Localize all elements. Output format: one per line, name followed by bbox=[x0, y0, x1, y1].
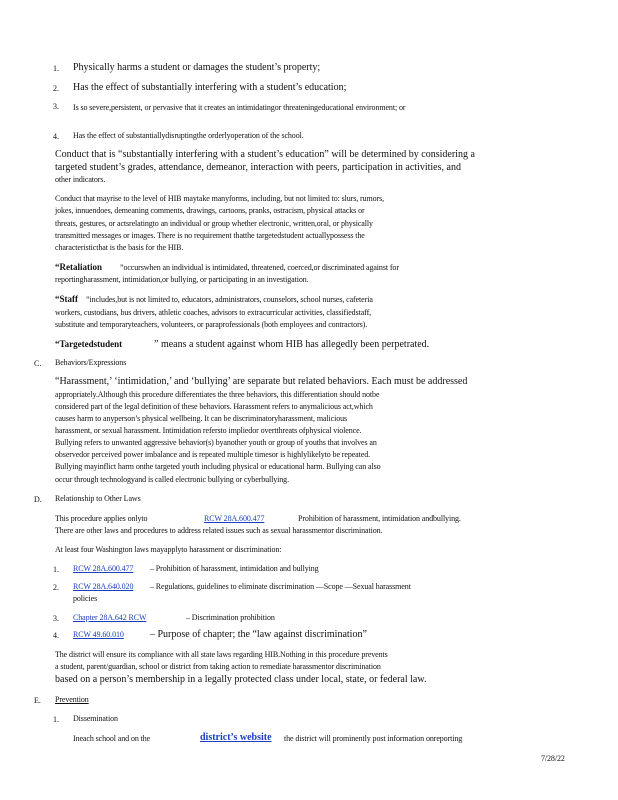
section-letter: E. bbox=[34, 696, 41, 705]
paragraph-line: Bullying refers to unwanted aggressive behavior(s) byanother youth or group of youths that involves an bbox=[55, 438, 377, 447]
paragraph-line: a student, parent/guardian, school or district from taking action to remediate harassmentor discrimination bbox=[55, 662, 381, 671]
paragraph-line: “Harassment,’ ‘intimidation,’ and ‘bullying’ are separate but related behaviors. Each must be addressed bbox=[55, 376, 468, 387]
item-number: 2. bbox=[53, 84, 59, 93]
definition-line: ”includes,but is not limited to, educators, administrators, counselors, school nurses, cafeteria bbox=[86, 295, 373, 304]
paragraph-line: other indicators. bbox=[55, 175, 106, 184]
term-retaliation: “Retaliation bbox=[55, 262, 102, 272]
paragraph-line: targeted student’s grades, attendance, demeanor, interaction with peers, participation in activities, and bbox=[55, 162, 461, 173]
law-description: – Discrimination prohibition bbox=[186, 613, 275, 622]
section-heading: Prevention bbox=[55, 695, 89, 704]
paragraph-line: Conduct that is “substantially interfering with a student’s education” will be determined by considering a bbox=[55, 149, 475, 160]
footer-date: 7/28/22 bbox=[541, 754, 565, 763]
definition-line: workers, custodians, bus drivers, athletic coaches, advisors to extracurricular activities, classifiedstaff, bbox=[55, 308, 372, 317]
paragraph-line: At least four Washington laws mayapplyto harassment or discrimination: bbox=[55, 545, 282, 554]
paragraph-line: occur through technologyand is called electronic bullying or cyberbullying. bbox=[55, 475, 289, 484]
paragraph-line: Ineach school and on the bbox=[73, 734, 151, 743]
law-description: – Purpose of chapter; the “law against discrimination” bbox=[150, 629, 367, 640]
paragraph-line: considered part of the legal definition of these behaviors. Harassment refers to anymalicious act,which bbox=[55, 402, 373, 411]
definition-line: substitute and temporaryteachers, volunteers, or paraprofessionals (both employees and contractors). bbox=[55, 320, 368, 329]
law-link[interactable]: RCW 28A.600.477 bbox=[73, 564, 134, 573]
paragraph-line: Prohibition of harassment, intimidation andbullying. bbox=[298, 514, 461, 523]
list-item: Has the effect of substantially interfering with a student’s education; bbox=[73, 82, 347, 93]
paragraph-line: appropriately.Although this procedure differentiates the three behaviors, this differentiation should notbe bbox=[55, 390, 380, 399]
term-staff: “Staff bbox=[55, 294, 78, 304]
rcw-28a-600-477-link[interactable]: RCW 28A.600.477 bbox=[204, 514, 265, 523]
definition-line: ”occurswhen an individual is intimidated, threatened, coerced,or discriminated against for bbox=[120, 263, 399, 272]
paragraph-line: causes harm to anyperson’s physical wellbeing. It can be discriminatoryharassment, malicious bbox=[55, 414, 348, 423]
paragraph-line: jokes, innuendoes, demeaning comments, drawings, cartoons, pranks, ostracism, physical attacks or bbox=[55, 206, 365, 215]
item-number: 1. bbox=[53, 715, 59, 724]
law-description: – Regulations, guidelines to eliminate discrimination —Scope —Sexual harassment bbox=[150, 582, 411, 591]
item-number: 2. bbox=[53, 583, 59, 592]
list-item: Is so severe,persistent, or pervasive that it creates an intimidatingor threateningeducational environment; or bbox=[73, 103, 406, 112]
law-link[interactable]: Chapter 28A.642 RCW bbox=[73, 613, 147, 622]
item-number: 3. bbox=[53, 102, 59, 111]
item-number: 1. bbox=[53, 565, 59, 574]
term-targeted-student: “Targetedstudent bbox=[55, 339, 123, 349]
item-number: 3. bbox=[53, 614, 59, 623]
paragraph-line: transmitted messages or images. There is no requirement thatthe targetedstudent actuallypossess the bbox=[55, 231, 365, 240]
law-link[interactable]: RCW 49.60.010 bbox=[73, 630, 124, 639]
paragraph-line: characteristicthat is the basis for the HIB. bbox=[55, 243, 184, 252]
paragraph-line: the district will prominently post information onreporting bbox=[284, 734, 463, 743]
law-link[interactable]: RCW 28A.640.020 bbox=[73, 582, 134, 591]
paragraph-line: There are other laws and procedures to address related issues such as sexual harassmentor discrimination. bbox=[55, 526, 383, 535]
paragraph-line: The district will ensure its compliance with all state laws regarding HIB.Nothing in this procedure prevents bbox=[55, 650, 388, 659]
paragraph-line: observedor perceived power imbalance and is repeated multiple timesor is highlylikelyto be repeated. bbox=[55, 450, 370, 459]
district-website-link[interactable]: district’s website bbox=[200, 732, 272, 743]
paragraph-line: based on a person’s membership in a legally protected class under local, state, or federal law. bbox=[55, 674, 427, 685]
section-heading: Relationship to Other Laws bbox=[55, 494, 141, 503]
section-letter: C. bbox=[34, 359, 42, 368]
section-letter: D. bbox=[34, 495, 42, 504]
definition-line: reportingharassment, intimidation,or bullying, or participating in an investigation. bbox=[55, 275, 309, 284]
definition-line: ” means a student against whom HIB has allegedly been perpetrated. bbox=[154, 339, 430, 350]
item-number: 4. bbox=[53, 132, 59, 141]
list-item: Has the effect of substantiallydisruptingthe orderlyoperation of the school. bbox=[73, 131, 304, 140]
paragraph-line: Conduct that mayrise to the level of HIB maytake manyforms, including, but not limited to: slurs, rumors, bbox=[55, 194, 385, 203]
list-item: Physically harms a student or damages the student’s property; bbox=[73, 62, 321, 73]
law-description: policies bbox=[73, 594, 98, 603]
section-heading: Behaviors/Expressions bbox=[55, 358, 127, 367]
item-number: 4. bbox=[53, 631, 59, 640]
item-number: 1. bbox=[53, 64, 59, 73]
law-description: – Prohibition of harassment, intimidation and bullying bbox=[150, 564, 319, 573]
paragraph-line: harassment, or sexual harassment. Intimidation refersto impliedor overtthreats ofphysical violence. bbox=[55, 426, 362, 435]
subsection-heading: Dissemination bbox=[73, 714, 118, 723]
paragraph-line: This procedure applies onlyto bbox=[55, 514, 148, 523]
paragraph-line: Bullying mayinflict harm onthe targeted youth including physical or educational harm. Bullying can also bbox=[55, 462, 381, 471]
paragraph-line: threats, gestures, or actsrelatingto an individual or group whether electronic, written,oral, or physically bbox=[55, 219, 373, 228]
